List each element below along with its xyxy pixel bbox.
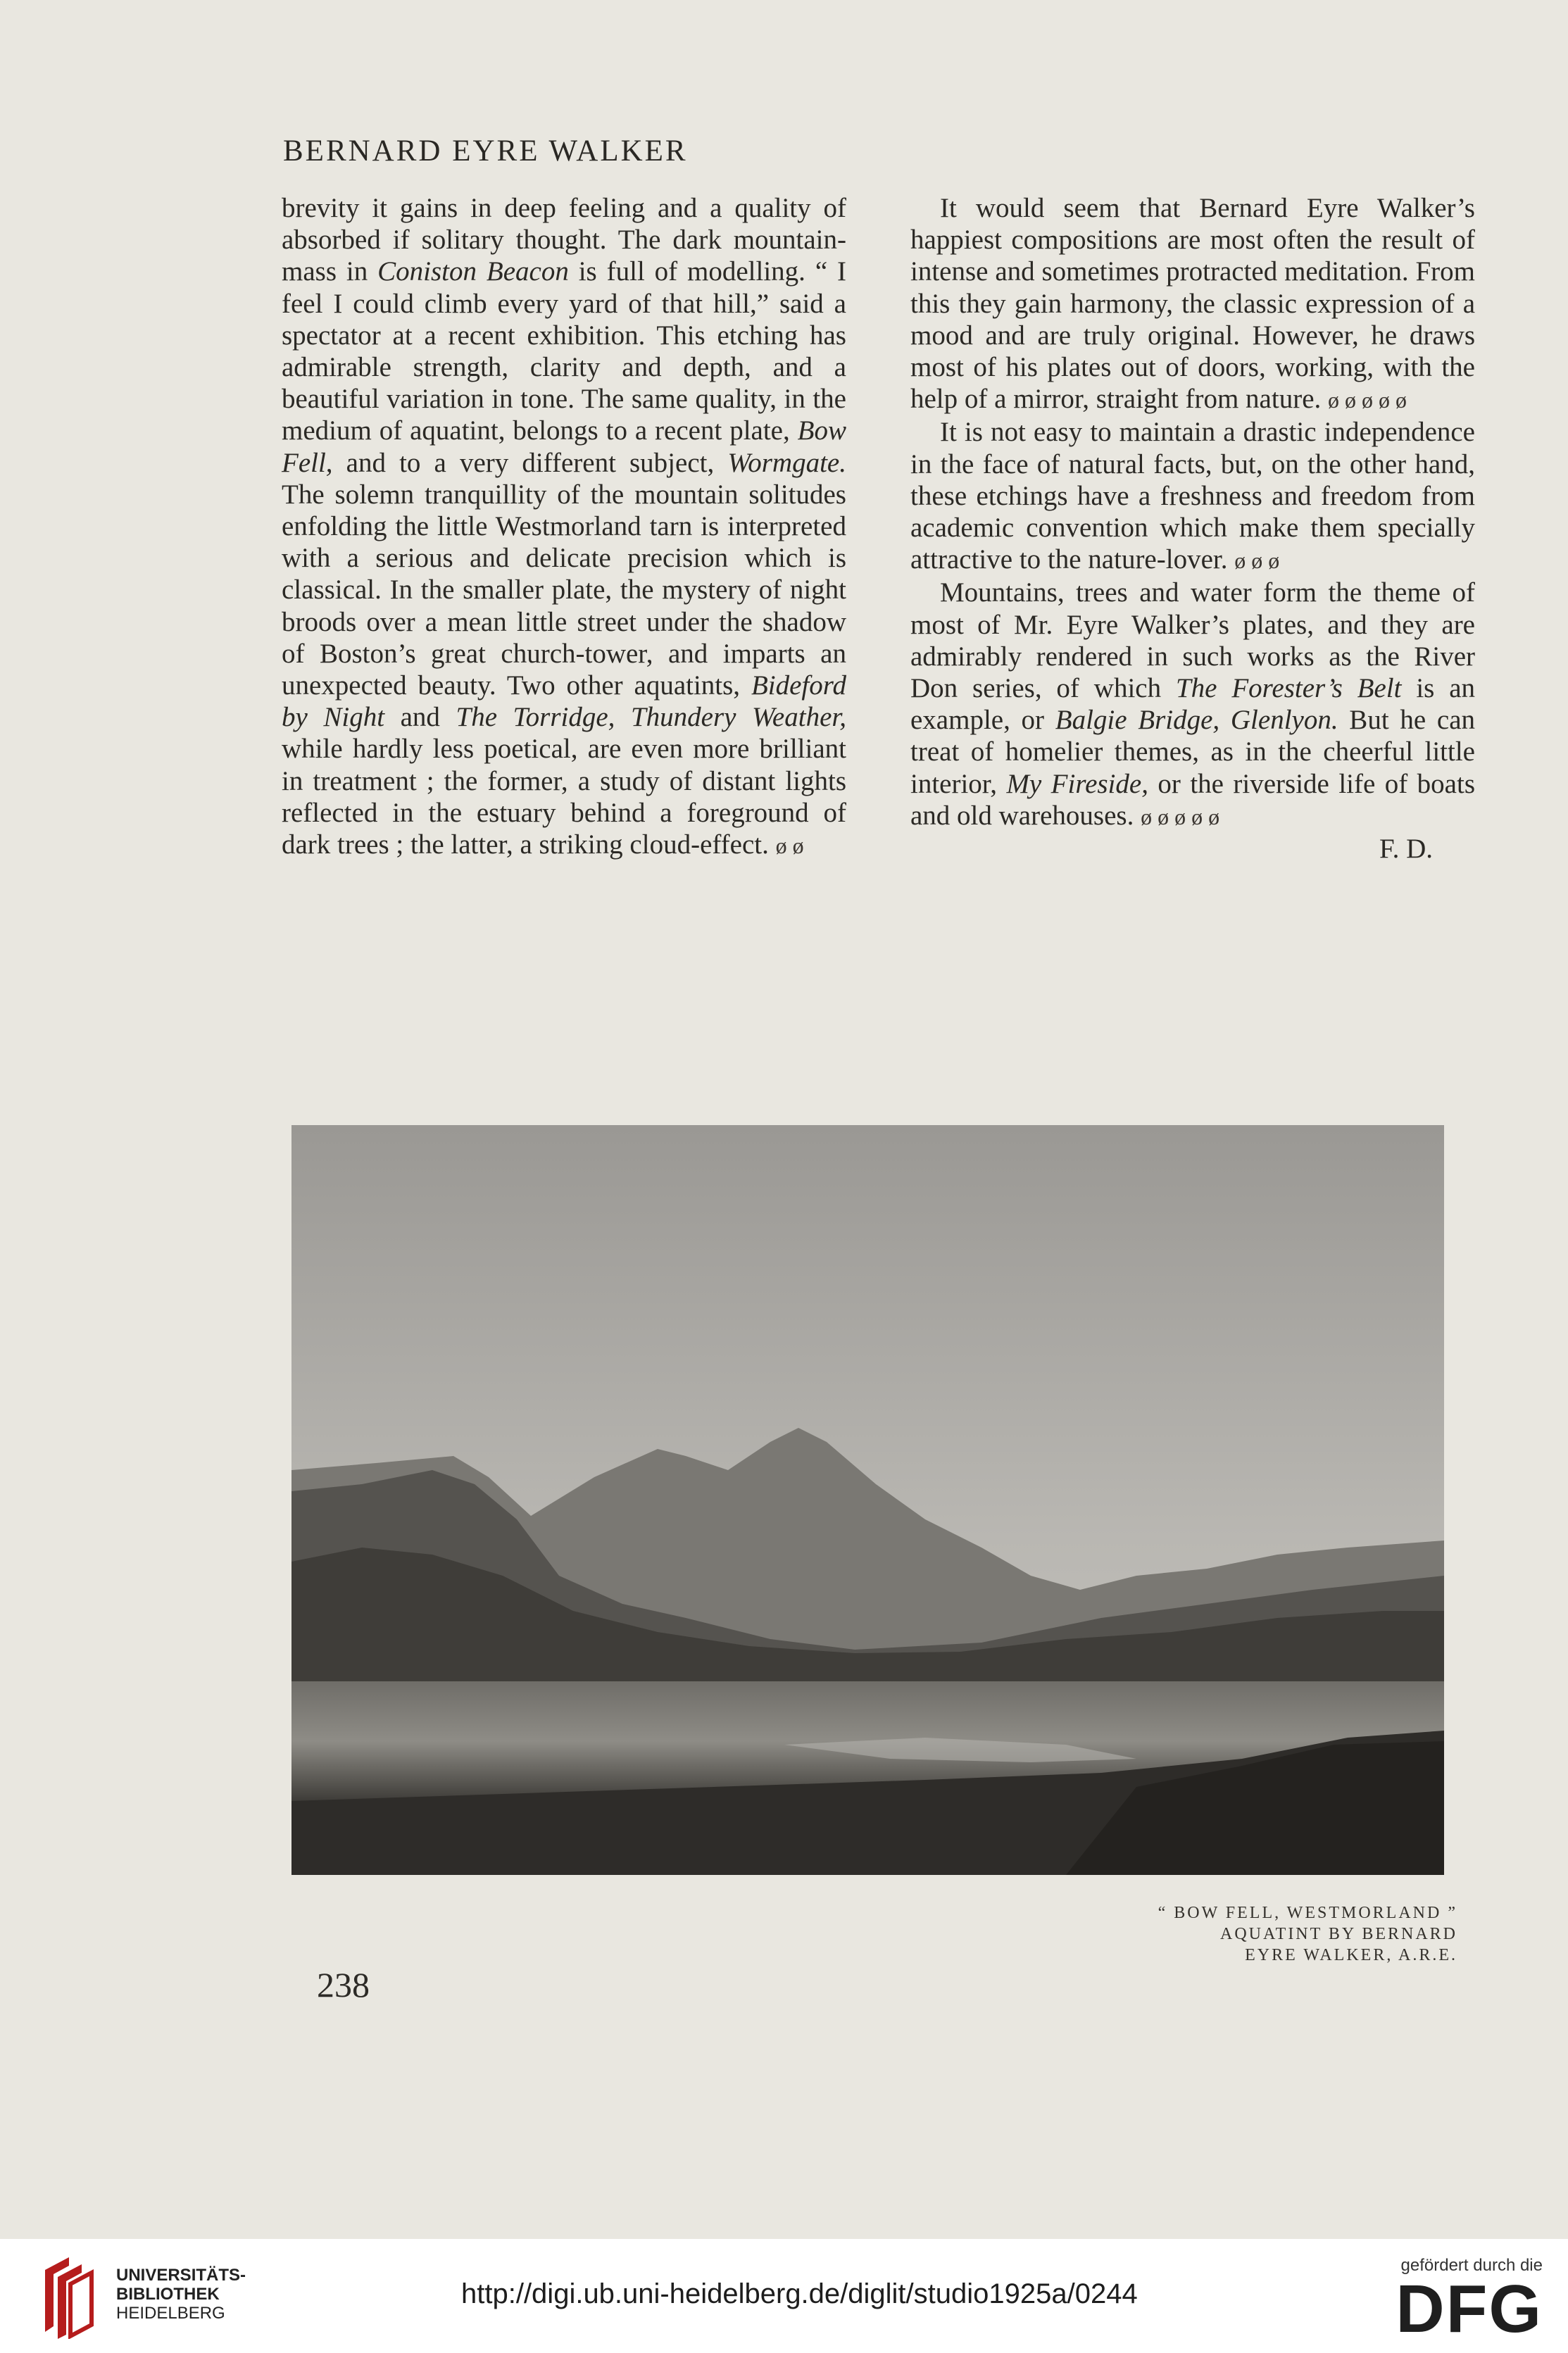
- leaf-ornament: ø ø ø ø ø: [1141, 803, 1220, 829]
- text-run: It is not easy to maintain a drastic independence in the face of natural facts, but, on the other hand, these etchings have a freshness and freedom from academic convention which make them specially attractive to the nature-lover.: [910, 417, 1475, 575]
- caption-line: EYRE WALKER, A.R.E.: [1245, 1946, 1457, 1964]
- library-name-line: UNIVERSITÄTS-: [116, 2266, 246, 2285]
- bow-fell-plate-image: [291, 1125, 1444, 1875]
- caption-line: AQUATINT BY BERNARD: [1219, 1925, 1457, 1943]
- text-run: is full of modelling. “ I feel I could climb every yard of that hill,” said a spectator at a recent exhibition. This etching has admirable strength, clarity and depth, and a beautiful variation in tone. The same quality, in the medium of aquatint, belongs to a recent plate,: [282, 256, 847, 446]
- library-name-line: HEIDELBERG: [116, 2304, 225, 2323]
- italic-title: Bow Fell,: [282, 415, 846, 478]
- text-run: and: [384, 702, 456, 733]
- italic-title: Coniston Beacon: [377, 256, 569, 287]
- text-run: But he can treat of homelier themes, as in the cheerful little interior,: [910, 705, 1476, 799]
- permalink-url[interactable]: http://digi.ub.uni-heidelberg.de/diglit/studio1925a/0244: [461, 2278, 1138, 2309]
- landscape-aquatint: [291, 1125, 1444, 1875]
- dfg-logo: DFG: [1395, 2271, 1543, 2347]
- paragraph: [910, 416, 1475, 577]
- text-run: The solemn tranquillity of the mountain solitudes enfolding the little Westmorland tarn is interpreted with a serious and delicate precision which is classical. In the smaller plate, the mystery of night broods over a mean little street under the shadow of Boston’s great church-tower, and imparts an unexpected beauty. Two other aquatints,: [282, 479, 846, 701]
- text-run: It would seem that Bernard Eyre Walker’s happiest compositions are most often the result of intense and sometimes protracted meditation. From this they gain harmony, the classic expression of a mood and are truly original. However, he draws most of his plates out of doors, working, with the help of a mirror, straight from nature.: [910, 193, 1475, 415]
- text-run: Mountains, trees and water form the theme of most of Mr. Eyre Walker’s plates, and they are admirably rendered in such works as the River Don series, of which: [910, 577, 1475, 704]
- funder-block: [1395, 2256, 1543, 2347]
- paragraph: [282, 192, 846, 862]
- italic-title: Wormgate.: [727, 447, 846, 478]
- footer-bar: [0, 2239, 1568, 2353]
- plate-caption: [1098, 1902, 1457, 1966]
- italic-title: The Forester’s Belt: [1175, 673, 1402, 704]
- library-name: [116, 2266, 246, 2323]
- italic-title: The Torridge, Thundery Weather,: [456, 702, 846, 733]
- text-run: or the riverside life of boats and old warehouses.: [910, 768, 1475, 831]
- caption-line: “ BOW FELL, WESTMORLAND ”: [1158, 1904, 1457, 1922]
- ub-heidelberg-logo-icon: [41, 2256, 96, 2339]
- right-column: [910, 192, 1475, 865]
- paragraph: [910, 192, 1475, 416]
- page-number: 238: [317, 1965, 370, 2004]
- text-run: brevity it gains in deep feeling and a quality of absorbed if solitary thought. The dark mountain-mass in: [282, 193, 846, 287]
- text-run: is an example, or: [910, 673, 1475, 736]
- italic-title: Balgie Bridge, Glenlyon.: [1055, 705, 1338, 736]
- left-column: [282, 192, 846, 862]
- italic-title: Bideford by Night: [282, 670, 846, 733]
- text-run: and to a very different subject,: [332, 447, 728, 478]
- paragraph: [910, 577, 1475, 833]
- text-run: while hardly less poetical, are even more brilliant in treatment ; the former, a study of distant lights reflected in the estuary behind a foreground of dark trees ; the latter, a striking cloud-effect.: [282, 734, 846, 860]
- leaf-ornament: ø ø ø ø ø: [1328, 387, 1407, 413]
- leaf-ornament: ø ø ø: [1234, 548, 1280, 574]
- author-signature: F. D.: [1379, 834, 1433, 865]
- italic-title: My Fireside,: [1006, 768, 1148, 799]
- running-head: BERNARD EYRE WALKER: [283, 134, 688, 168]
- library-name-line: BIBLIOTHEK: [116, 2285, 220, 2304]
- leaf-ornament: ø ø: [775, 833, 804, 859]
- funded-by-label: gefördert durch die: [1400, 2256, 1543, 2275]
